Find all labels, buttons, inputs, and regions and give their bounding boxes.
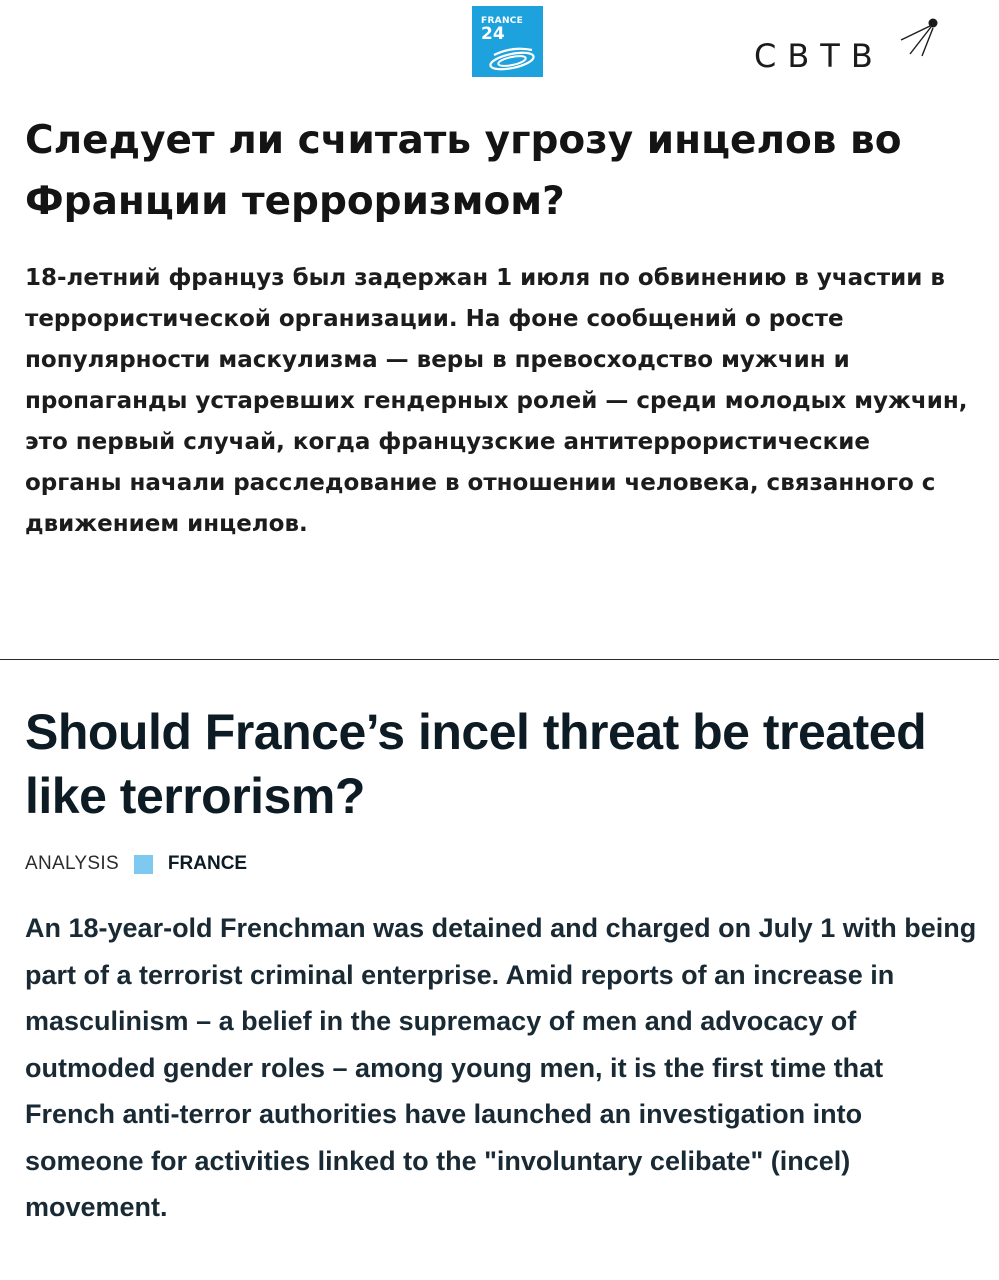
satellite-icon: [888, 14, 948, 64]
france24-logo[interactable]: [472, 6, 543, 77]
tag-square-icon: [134, 855, 153, 874]
france24-orbit-icon: [472, 6, 543, 77]
ru-article-title: Следует ли считать угрозу инцелов во Франции терроризмом?: [25, 118, 902, 224]
ru-article-lead: 18-летний француз был задержан 1 июля по обвинению в участии в террористической организации. На фоне сообщений о росте популярности маскулизма — веры в превосходство мужчин и пропаганды устаревших гендерных ролей — среди молодых мужчин, это первый случай, когда французские антитеррористические органы начали расследование в отношении человека, связанного с движением инцелов.: [25, 265, 968, 537]
cvtv-logo-text: СВТВ: [754, 37, 884, 75]
en-article-meta: [25, 852, 247, 876]
cvtv-logo[interactable]: [750, 14, 950, 74]
france24-logo-line2: 24: [481, 24, 505, 44]
category-label: ANALYSIS: [25, 853, 119, 874]
header: [0, 0, 999, 100]
france24-logo-line1: FRANCE: [481, 16, 524, 26]
en-article-lead: An 18-year-old Frenchman was detained and charged on July 1 with being part of a terrorist criminal enterprise. Amid reports of an increase in masculinism – a belief in the supremacy of men and advocacy of outmoded gender roles – among young men, it is the first time that French anti-terror authorities have launched an investigation into someone for activities linked to the "involuntary celibate" (incel) movement.: [25, 913, 977, 1222]
section-divider: [0, 659, 999, 660]
tag-link-france[interactable]: FRANCE: [167, 853, 248, 874]
en-article-title: Should France’s incel threat be treated like terrorism?: [25, 704, 927, 824]
